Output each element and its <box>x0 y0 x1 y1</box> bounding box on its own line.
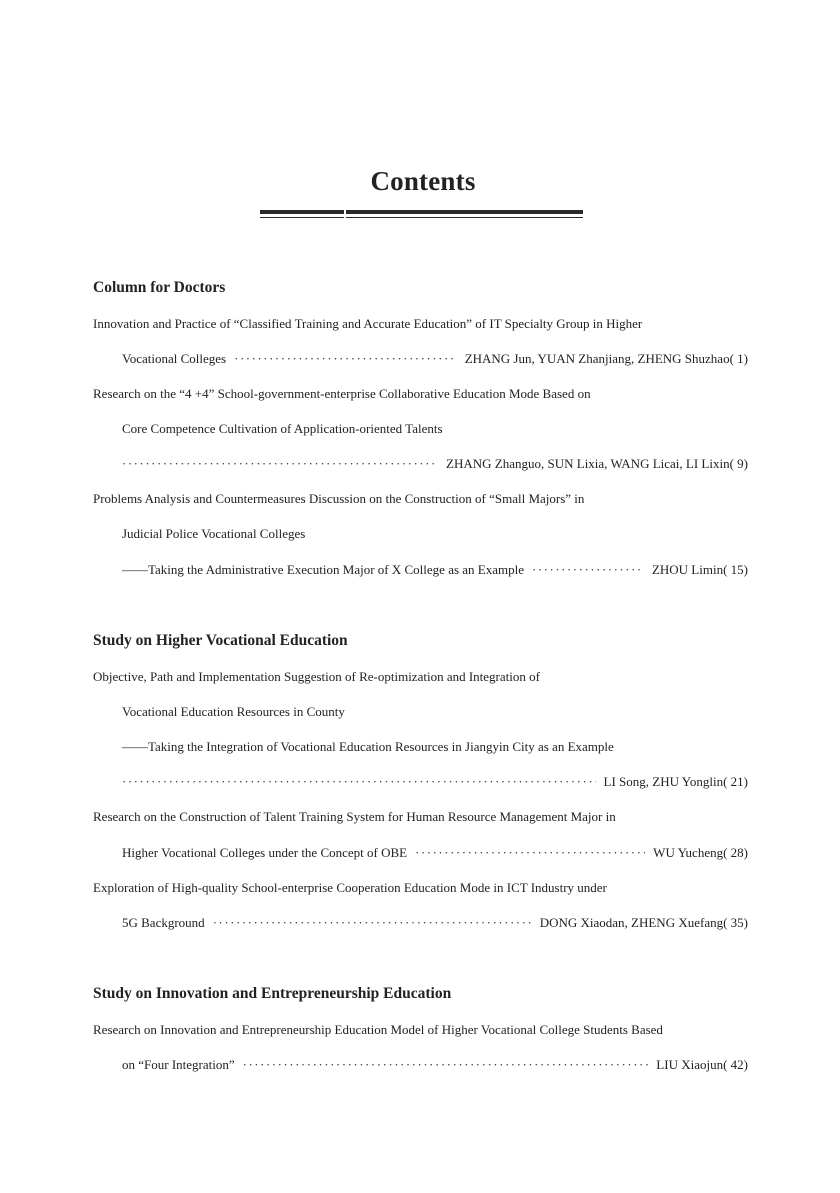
article-title-line: ——Taking the Administrative Execution Major of X College as an Example <box>122 562 524 577</box>
toc-entry-row[interactable] <box>122 774 748 790</box>
article-title-line: 5G Background <box>122 915 205 930</box>
dot-leader <box>122 774 596 790</box>
title-rule-gap <box>344 209 346 219</box>
article-title-line: Core Competence Cultivation of Application-oriented Talents <box>122 421 443 436</box>
article-title-line: Objective, Path and Implementation Suggestion of Re-optimization and Integration of <box>93 669 540 684</box>
title-rule-thin <box>260 217 583 218</box>
authors-page: WU Yucheng( 28) <box>653 845 748 860</box>
dot-leader <box>243 1057 649 1073</box>
article-title-line: Vocational Education Resources in County <box>122 704 345 719</box>
dot-leader <box>532 562 644 578</box>
authors-page: ZHOU Limin( 15) <box>651 562 748 577</box>
article-title-line: Research on the “4 +4” School-government-enterprise Collaborative Education Mode Based on <box>93 386 591 401</box>
authors-page: ZHANG Jun, YUAN Zhanjiang, ZHENG Shuzhao( 1) <box>464 351 748 366</box>
dot-leader <box>234 351 457 367</box>
authors-page: LI Song, ZHU Yonglin( 21) <box>603 774 748 789</box>
article-title-line: Higher Vocational Colleges under the Concept of OBE <box>122 845 408 860</box>
toc-entry-row[interactable] <box>122 456 748 472</box>
article-title-line: Research on the Construction of Talent Training System for Human Resource Management Major in <box>93 809 616 824</box>
toc-entry-row[interactable] <box>122 845 748 861</box>
authors-page: ZHANG Zhanguo, SUN Lixia, WANG Licai, LI Lixin( 9) <box>446 456 748 471</box>
toc-entry-row[interactable] <box>122 1057 748 1073</box>
dot-leader <box>213 915 532 931</box>
article-title-line: Judicial Police Vocational Colleges <box>122 526 306 541</box>
article-title-line: ——Taking the Integration of Vocational Education Resources in Jiangyin City as an Example <box>122 739 614 754</box>
page-title: Contents <box>370 166 476 196</box>
dot-leader <box>415 845 645 861</box>
section-heading: Column for Doctors <box>93 279 226 296</box>
article-title-line: Research on Innovation and Entrepreneurship Education Model of Higher Vocational College Students Based <box>93 1022 663 1037</box>
article-title-line: Innovation and Practice of “Classified Training and Accurate Education” of IT Specialty Group in Higher <box>93 316 643 331</box>
dot-leader <box>122 456 438 472</box>
title-rule-thick <box>260 210 583 214</box>
authors-page: DONG Xiaodan, ZHENG Xuefang( 35) <box>539 915 748 930</box>
section-heading: Study on Higher Vocational Education <box>93 632 348 649</box>
toc-entry-row[interactable] <box>122 915 748 931</box>
authors-page: LIU Xiaojun( 42) <box>656 1057 748 1072</box>
article-title-line: on “Four Integration” <box>122 1057 235 1072</box>
article-title-line: Problems Analysis and Countermeasures Discussion on the Construction of “Small Majors” in <box>93 491 585 506</box>
article-title-line: Exploration of High-quality School-enterprise Cooperation Education Mode in ICT Industry under <box>93 880 607 895</box>
section-heading: Study on Innovation and Entrepreneurship Education <box>93 985 452 1002</box>
article-title-line: Vocational Colleges <box>122 351 227 366</box>
toc-entry-row[interactable] <box>122 562 748 578</box>
toc-entry-row[interactable] <box>122 351 748 367</box>
